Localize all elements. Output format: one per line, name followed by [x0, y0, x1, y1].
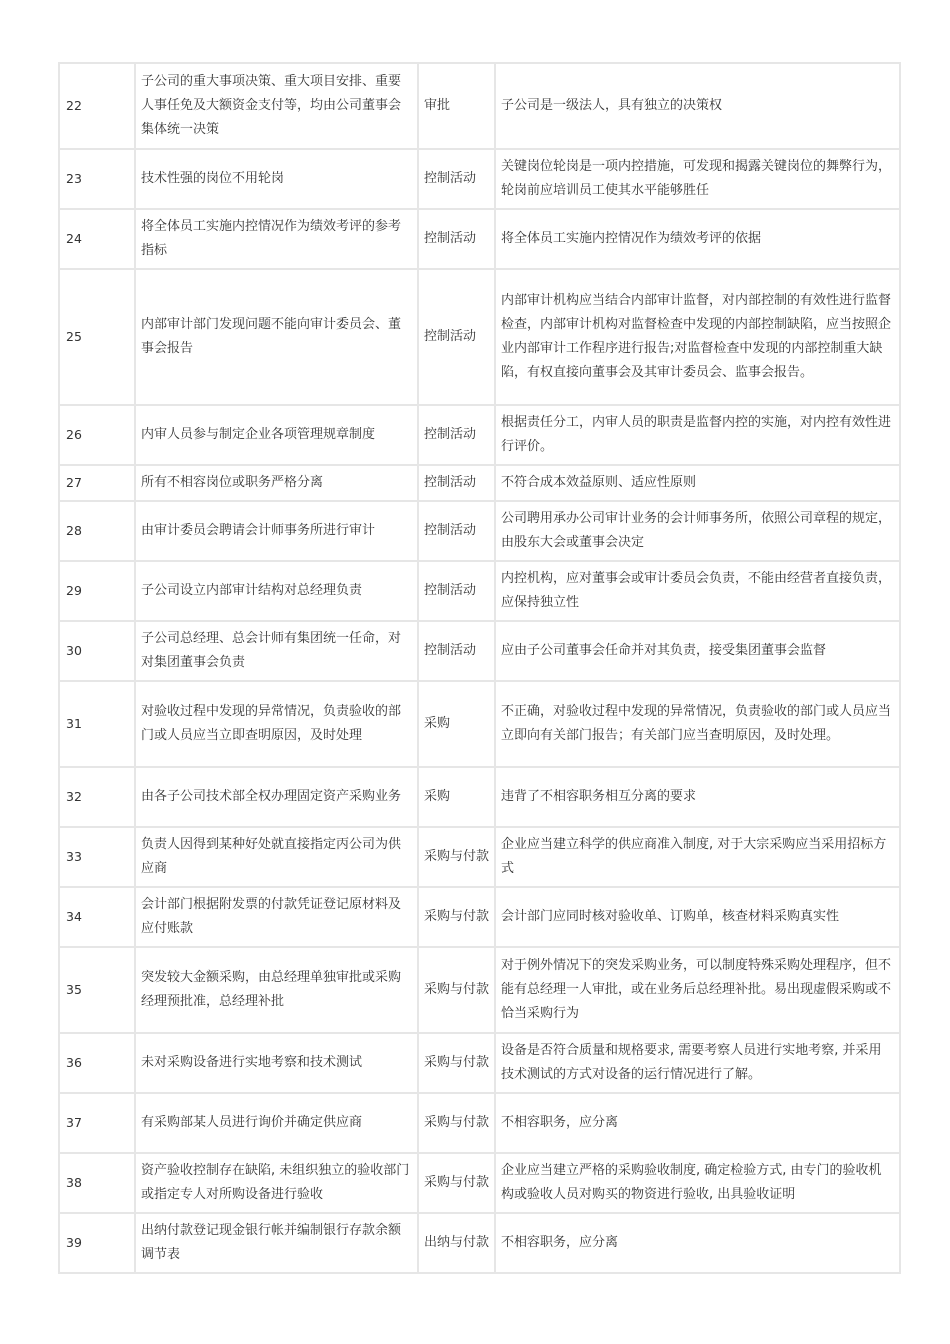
table-row: [59, 149, 900, 209]
issue-description-cell: 子公司总经理、总会计师有集团统一任命，对对集团董事会负责: [135, 621, 418, 681]
category-cell: 采购与付款: [418, 1033, 495, 1093]
row-number-cell: 36: [59, 1033, 135, 1093]
category-cell: 控制活动: [418, 465, 495, 501]
issue-description-cell: 内部审计部门发现问题不能向审计委员会、董事会报告: [135, 269, 418, 405]
issue-description-cell: 对验收过程中发现的异常情况，负责验收的部门或人员应当立即查明原因，及时处理: [135, 681, 418, 767]
issue-description-cell: 子公司的重大事项决策、重大项目安排、重要人事任免及大额资金支付等，均由公司董事会集体统一决策: [135, 63, 418, 149]
explanation-cell: 企业应当建立严格的采购验收制度, 确定检验方式, 由专门的验收机构或验收人员对购买的物资进行验收, 出具验收证明: [495, 1153, 900, 1213]
category-cell: 出纳与付款: [418, 1213, 495, 1273]
table-row: [59, 209, 900, 269]
table-row: [59, 1033, 900, 1093]
row-number-cell: 27: [59, 465, 135, 501]
issue-description-cell: 会计部门根据附发票的付款凭证登记原材料及应付账款: [135, 887, 418, 947]
category-cell: 采购: [418, 767, 495, 827]
category-cell: 控制活动: [418, 561, 495, 621]
table-row: [59, 621, 900, 681]
category-cell: 控制活动: [418, 405, 495, 465]
issue-description-cell: 所有不相容岗位或职务严格分离: [135, 465, 418, 501]
explanation-cell: 内控机构，应对董事会或审计委员会负责，不能由经营者直接负责，应保持独立性: [495, 561, 900, 621]
category-cell: 控制活动: [418, 501, 495, 561]
issue-description-cell: 突发较大金额采购，由总经理单独审批或采购经理预批准，总经理补批: [135, 947, 418, 1033]
explanation-cell: 不符合成本效益原则、适应性原则: [495, 465, 900, 501]
table-row: [59, 1153, 900, 1213]
category-cell: 采购与付款: [418, 887, 495, 947]
issue-description-cell: 负责人因得到某种好处就直接指定丙公司为供应商: [135, 827, 418, 887]
issue-description-cell: 出纳付款登记现金银行帐并编制银行存款余额调节表: [135, 1213, 418, 1273]
category-cell: 审批: [418, 63, 495, 149]
control-issues-table: [58, 62, 901, 1274]
explanation-cell: 子公司是一级法人，具有独立的决策权: [495, 63, 900, 149]
row-number-cell: 33: [59, 827, 135, 887]
category-cell: 控制活动: [418, 621, 495, 681]
explanation-cell: 企业应当建立科学的供应商准入制度, 对于大宗采购应当采用招标方式: [495, 827, 900, 887]
explanation-cell: 根据责任分工，内审人员的职责是监督内控的实施，对内控有效性进行评价。: [495, 405, 900, 465]
row-number-cell: 29: [59, 561, 135, 621]
explanation-cell: 关键岗位轮岗是一项内控措施，可发现和揭露关键岗位的舞弊行为，轮岗前应培训员工使其水平能够胜任: [495, 149, 900, 209]
explanation-cell: 违背了不相容职务相互分离的要求: [495, 767, 900, 827]
explanation-cell: 不相容职务，应分离: [495, 1093, 900, 1153]
issue-description-cell: 资产验收控制存在缺陷, 未组织独立的验收部门或指定专人对所购设备进行验收: [135, 1153, 418, 1213]
table-row: [59, 681, 900, 767]
explanation-cell: 应由子公司董事会任命并对其负责，接受集团董事会监督: [495, 621, 900, 681]
explanation-cell: 设备是否符合质量和规格要求, 需要考察人员进行实地考察, 并采用技术测试的方式对设备的运行情况进行了解。: [495, 1033, 900, 1093]
explanation-cell: 公司聘用承办公司审计业务的会计师事务所，依照公司章程的规定，由股东大会或董事会决定: [495, 501, 900, 561]
issue-description-cell: 技术性强的岗位不用轮岗: [135, 149, 418, 209]
category-cell: 采购: [418, 681, 495, 767]
category-cell: 采购与付款: [418, 827, 495, 887]
row-number-cell: 25: [59, 269, 135, 405]
table-row: [59, 767, 900, 827]
category-cell: 采购与付款: [418, 1153, 495, 1213]
issue-description-cell: 内审人员参与制定企业各项管理规章制度: [135, 405, 418, 465]
row-number-cell: 39: [59, 1213, 135, 1273]
table-row: [59, 1093, 900, 1153]
issue-description-cell: 将全体员工实施内控情况作为绩效考评的参考指标: [135, 209, 418, 269]
category-cell: 控制活动: [418, 149, 495, 209]
row-number-cell: 23: [59, 149, 135, 209]
table-row: [59, 887, 900, 947]
explanation-cell: 内部审计机构应当结合内部审计监督，对内部控制的有效性进行监督检查，内部审计机构对监督检查中发现的内部控制缺陷，应当按照企业内部审计工作程序进行报告;对监督检查中发现的内部控制重大缺陷，有权直接向董事会及其审计委员会、监事会报告。: [495, 269, 900, 405]
issue-description-cell: 未对采购设备进行实地考察和技术测试: [135, 1033, 418, 1093]
explanation-cell: 会计部门应同时核对验收单、订购单，核查材料采购真实性: [495, 887, 900, 947]
category-cell: 控制活动: [418, 269, 495, 405]
explanation-cell: 将全体员工实施内控情况作为绩效考评的依据: [495, 209, 900, 269]
table-row: [59, 827, 900, 887]
table-row: [59, 269, 900, 405]
table-row: [59, 405, 900, 465]
row-number-cell: 35: [59, 947, 135, 1033]
explanation-cell: 不相容职务，应分离: [495, 1213, 900, 1273]
row-number-cell: 22: [59, 63, 135, 149]
table-row: [59, 465, 900, 501]
explanation-cell: 不正确，对验收过程中发现的异常情况，负责验收的部门或人员应当立即向有关部门报告；有关部门应当查明原因，及时处理。: [495, 681, 900, 767]
category-cell: 采购与付款: [418, 947, 495, 1033]
row-number-cell: 26: [59, 405, 135, 465]
row-number-cell: 30: [59, 621, 135, 681]
table-row: [59, 1213, 900, 1273]
table-row: [59, 63, 900, 149]
row-number-cell: 31: [59, 681, 135, 767]
row-number-cell: 38: [59, 1153, 135, 1213]
row-number-cell: 32: [59, 767, 135, 827]
table-row: [59, 501, 900, 561]
table-body: [59, 63, 900, 1273]
row-number-cell: 37: [59, 1093, 135, 1153]
table-row: [59, 561, 900, 621]
issue-description-cell: 子公司设立内部审计结构对总经理负责: [135, 561, 418, 621]
table-row: [59, 947, 900, 1033]
category-cell: 控制活动: [418, 209, 495, 269]
category-cell: 采购与付款: [418, 1093, 495, 1153]
row-number-cell: 24: [59, 209, 135, 269]
row-number-cell: 34: [59, 887, 135, 947]
issue-description-cell: 有采购部某人员进行询价并确定供应商: [135, 1093, 418, 1153]
explanation-cell: 对于例外情况下的突发采购业务，可以制度特殊采购处理程序，但不能有总经理一人审批，或在业务后总经理补批。易出现虚假采购或不恰当采购行为: [495, 947, 900, 1033]
issue-description-cell: 由审计委员会聘请会计师事务所进行审计: [135, 501, 418, 561]
issue-description-cell: 由各子公司技术部全权办理固定资产采购业务: [135, 767, 418, 827]
row-number-cell: 28: [59, 501, 135, 561]
